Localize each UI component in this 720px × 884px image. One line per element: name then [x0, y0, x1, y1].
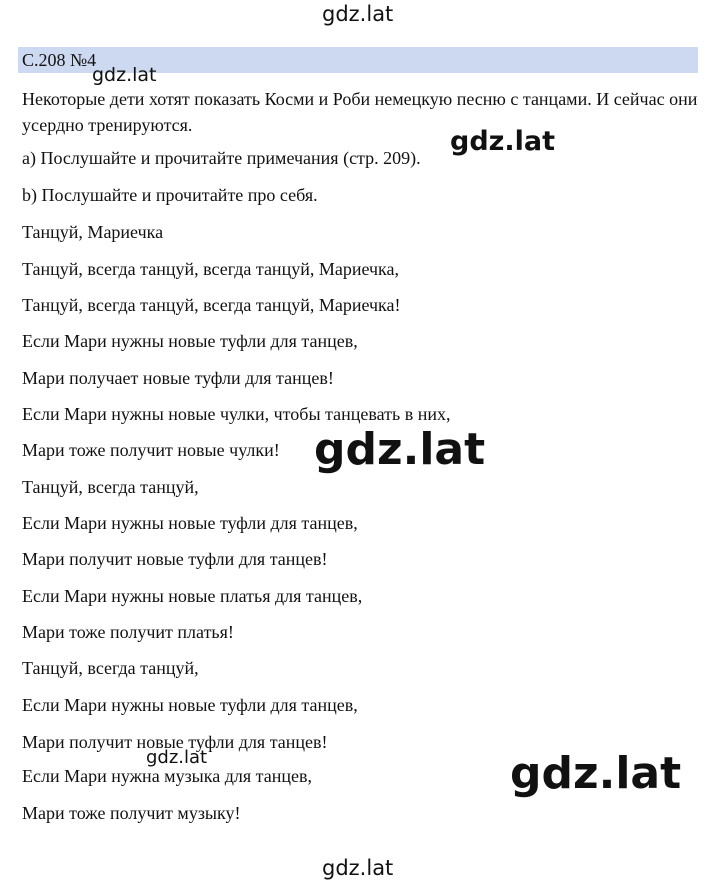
song-line: Танцуй, всегда танцуй, всегда танцуй, Мариечка,: [22, 259, 400, 279]
watermark-mid-right: gdz.lat: [450, 126, 556, 157]
song-line: Если Мари нужны новые платья для танцев,: [22, 586, 363, 606]
watermark-top: gdz.lat: [322, 2, 394, 26]
song-line: Если Мари нужна музыка для танцев,: [22, 766, 312, 786]
section-header-title: С.208 №4: [22, 50, 97, 70]
song-line: Мари получает новые туфли для танцев!: [22, 368, 334, 388]
song-title: Танцуй, Мариечка: [22, 222, 164, 242]
watermark-header: gdz.lat: [92, 64, 157, 86]
song-line: Мари тоже получит музыку!: [22, 803, 241, 823]
song-line: Если Мари нужны новые чулки, чтобы танцевать в них,: [22, 404, 451, 424]
song-line: Если Мари нужны новые туфли для танцев,: [22, 513, 358, 533]
song-line: Если Мари нужны новые туфли для танцев,: [22, 695, 358, 715]
intro-paragraph: Некоторые дети хотят показать Косми и Роби немецкую песню с танцами. И сейчас они усердно тренируются.: [22, 89, 698, 135]
watermark-bottom: gdz.lat: [322, 856, 394, 880]
task-b: b) Послушайте и прочитайте про себя.: [22, 185, 318, 205]
song-line: Мари получит новые туфли для танцев!: [22, 732, 328, 752]
song-line: Мари получит новые туфли для танцев!: [22, 549, 328, 569]
song-line: Мари тоже получит новые чулки!: [22, 440, 280, 460]
task-a: а) Послушайте и прочитайте примечания (стр. 209).: [22, 148, 421, 168]
song-line: Танцуй, всегда танцуй, всегда танцуй, Мариечка!: [22, 295, 401, 315]
song-line: Танцуй, всегда танцуй,: [22, 658, 199, 678]
watermark-center: gdz.lat: [314, 424, 486, 475]
watermark-large: gdz.lat: [510, 748, 682, 799]
watermark-small: gdz.lat: [146, 747, 208, 768]
song-line: Если Мари нужны новые туфли для танцев,: [22, 331, 358, 351]
song-line: Танцуй, всегда танцуй,: [22, 477, 199, 497]
song-line: Мари тоже получит платья!: [22, 622, 234, 642]
